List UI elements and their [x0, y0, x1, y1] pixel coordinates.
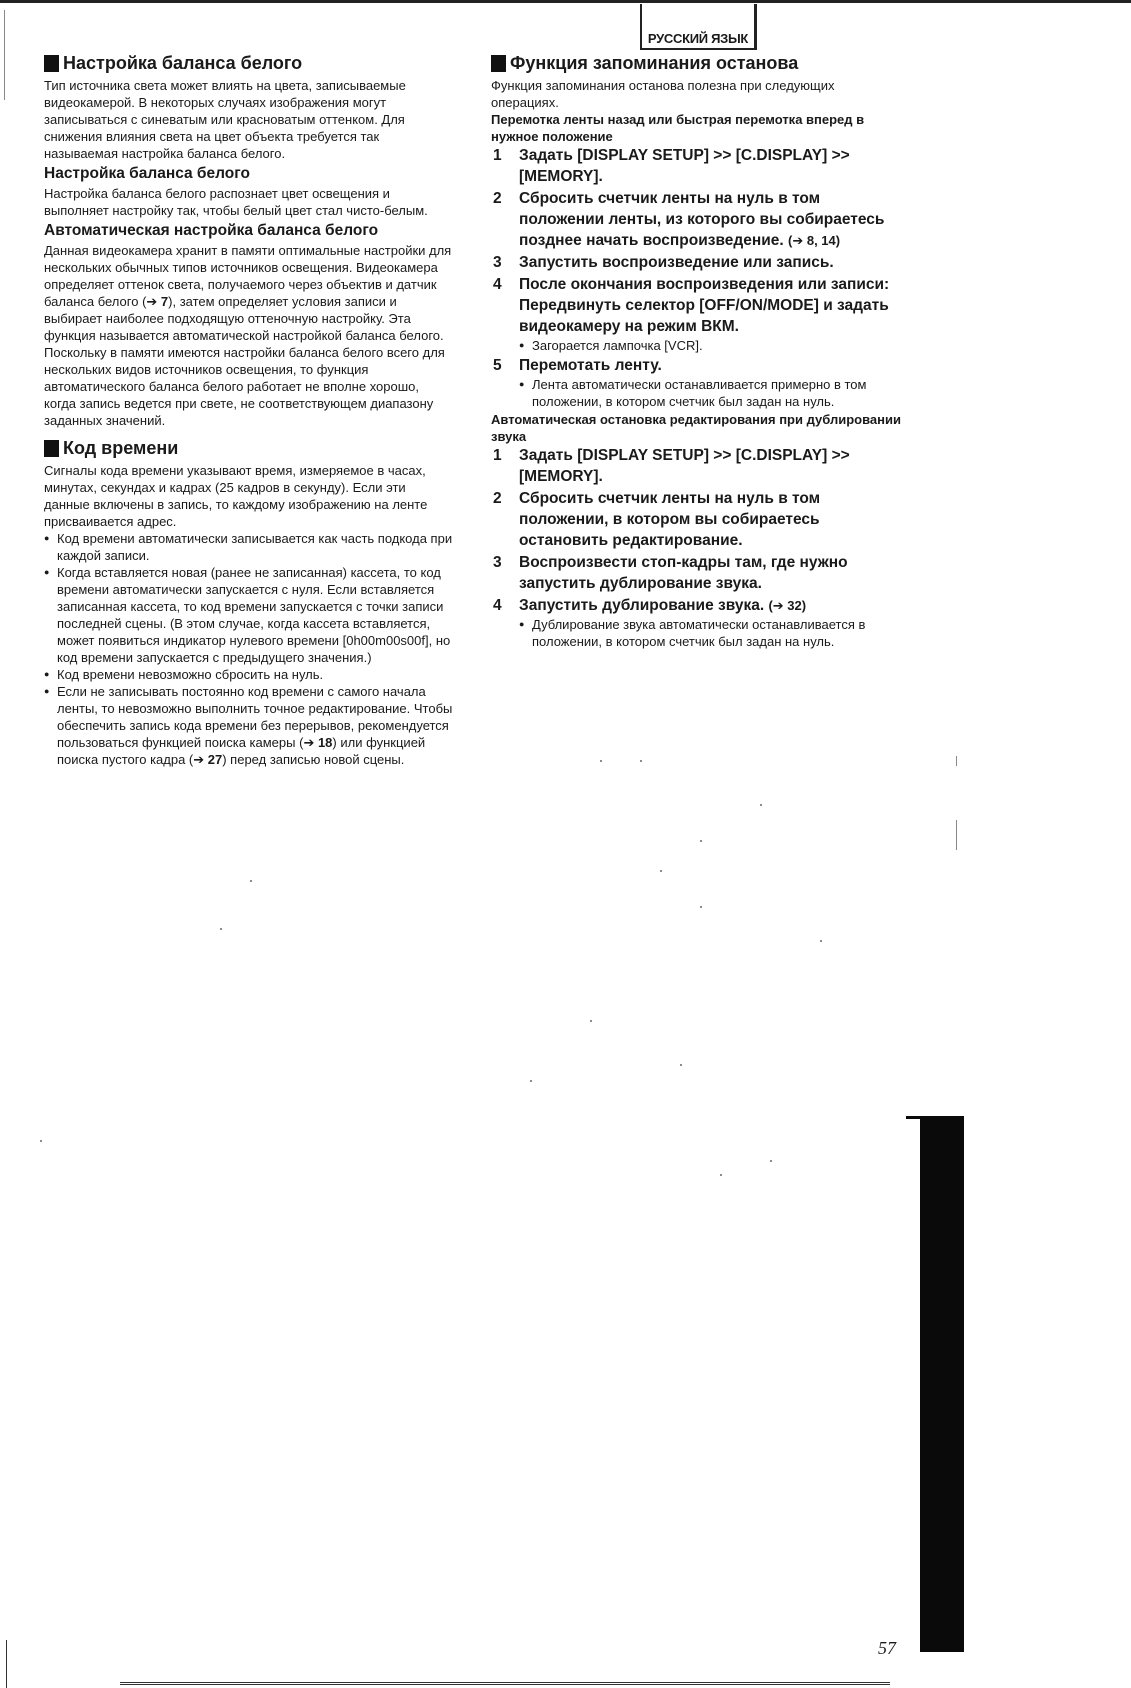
scan-mark [956, 756, 957, 766]
step-item: 4 Запустить дублирование звука. (➔ 32) ● Дублирование звука автоматически останавливается в положении, в котором счетчик был задан на нуль. [491, 595, 903, 650]
section-square-icon [491, 55, 506, 72]
list-item: ● Если не записывать постоянно код времени с самого начала ленты, то невозможно выполнить точное редактирование. Чтобы обеспечить запись кода времени без перерывов, рекомендуется пользоваться функцией поиска камеры (➔ 18) или функцией поиска пустого кадра (➔ 27) перед записью новой сцены. [44, 683, 454, 768]
scan-speck [680, 1064, 682, 1066]
right-column [491, 52, 903, 651]
timecode-bullets [44, 530, 454, 768]
scan-speck [700, 840, 702, 842]
section-square-icon [44, 440, 59, 457]
scan-speck [720, 1174, 722, 1176]
scan-speck [250, 880, 252, 882]
scan-speck [530, 1080, 532, 1082]
step-item: 1 Задать [DISPLAY SETUP] >> [C.DISPLAY] >> [MEMORY]. [493, 447, 850, 485]
page-number: 57 [878, 1638, 896, 1658]
memory-stop-intro: Функция запоминания останова полезна при следующих операциях. [491, 78, 835, 110]
side-tab [920, 1116, 964, 1652]
list-item: ● Дублирование звука автоматически останавливается в положении, в котором счетчик был задан на нуль. [519, 616, 903, 650]
bottom-rule [120, 1682, 890, 1683]
list-item: ● Загорается лампочка [VCR]. [519, 337, 903, 354]
scan-speck [640, 760, 642, 762]
scan-speck [590, 1020, 592, 1022]
section-square-icon [44, 55, 59, 72]
step-item: 4 После окончания воспроизведения или записи: Передвинуть селектор [OFF/ON/MODE] и задать видеокамеру на режим ВКМ. ● Загорается лампочка [VCR]. [491, 274, 903, 354]
side-tab-line [906, 1116, 920, 1119]
auto-white-balance-note: Поскольку в памяти имеются настройки баланса белого всего для нескольких видов источников освещения, то функция автоматического баланса белого работает не вполне хорошо, когда запись ведется при свете, не соответствующем диапазону заданных значений. [44, 345, 445, 428]
white-balance-intro: Тип источника света может влиять на цвета, записываемые видеокамерой. В некоторых случаях изображения могут записываться с синеватым или красноватым оттенком. Для снижения влияния света на цвет объекта требуется так называемая настройка баланса белого. [44, 78, 406, 161]
page-ref: (➔ 32) [768, 598, 807, 613]
scan-speck [40, 1140, 42, 1142]
scan-speck [700, 906, 702, 908]
step-item: 5 Перемотать ленту. ● Лента автоматически останавливается примерно в том положении, в котором счетчик был задан на нуль. [491, 355, 903, 410]
white-balance-heading: Настройка баланса белого [44, 52, 454, 74]
scan-speck [760, 804, 762, 806]
step-item: 2 Сбросить счетчик ленты на нуль в том положении, в котором вы собираетесь остановить редактирование. [493, 490, 821, 549]
step-item: 3 Запустить воспроизведение или запись. [493, 254, 834, 271]
memory-stop-heading: Функция запоминания останова [491, 52, 903, 74]
dubbing-steps [491, 445, 903, 650]
list-item: ● Когда вставляется новая (ранее не записанная) кассета, то код времени автоматически запускается с нуля. Если вставляется записанная кассета, то код времени запускается с точки записи последней сцены. (В этом случае, когда кассета вставляется, может появиться индикатор нулевого времени [0h00m00s00f], но код времени запускается с предыдущего значения.) [44, 564, 454, 666]
scan-speck [820, 940, 822, 942]
rewind-subheading: Перемотка ленты назад или быстрая перемотка вперед в нужное положение [491, 112, 865, 144]
white-balance-sub-text: Настройка баланса белого распознает цвет освещения и выполняет настройку так, чтобы белый цвет стал чисто-белым. [44, 186, 428, 218]
step-item: 3 Воспроизвести стоп-кадры там, где нужно запустить дублирование звука. [493, 554, 848, 592]
top-rule [0, 0, 1131, 3]
scan-speck [660, 870, 662, 872]
timecode-intro: Сигналы кода времени указывают время, измеряемое в часах, минутах, секундах и кадрах (25 кадров в секунду). Если эти данные включены в запись, то каждому изображению на ленте присваивается адрес. [44, 463, 428, 529]
scan-speck [770, 1160, 772, 1162]
list-item: ● Лента автоматически останавливается примерно в том положении, в котором счетчик был задан на нуль. [519, 376, 903, 410]
list-item: ● Код времени автоматически записывается как часть подкода при каждой записи. [44, 530, 454, 564]
timecode-heading: Код времени [44, 437, 454, 459]
scan-speck [600, 760, 602, 762]
scan-mark [956, 820, 957, 850]
rewind-steps [491, 145, 903, 410]
list-item: ● Код времени невозможно сбросить на нуль. [44, 666, 454, 683]
step-item: 1 Задать [DISPLAY SETUP] >> [C.DISPLAY] >> [MEMORY]. [493, 147, 850, 185]
scan-speck [220, 928, 222, 930]
scan-mark [4, 10, 5, 100]
page-ref: ➔ 7 [146, 294, 169, 309]
step-item: 2 Сбросить счетчик ленты на нуль в том положении ленты, из которого вы собираетесь позднее начать воспроизведение. (➔ 8, 14) [493, 190, 885, 249]
language-tab-label: РУССКИЙ ЯЗЫК [647, 31, 749, 46]
page-ref: ➔ 18 [303, 735, 333, 750]
step-substep: Передвинуть селектор [OFF/ON/MODE] и задать видеокамеру на режим ВКМ. [519, 297, 889, 335]
auto-white-balance-subheading: Автоматическая настройка баланса белого [44, 222, 379, 239]
scan-mark [6, 1640, 7, 1688]
white-balance-subheading: Настройка баланса белого [44, 165, 250, 182]
bottom-rule [120, 1684, 890, 1685]
dubbing-subheading: Автоматическая остановка редактирования при дублировании звука [491, 412, 901, 444]
page-ref: (➔ 8, 14) [788, 233, 841, 248]
page-ref: ➔ 27 [193, 752, 223, 767]
language-tab [640, 4, 757, 50]
auto-white-balance-text: Данная видеокамера хранит в памяти оптимальные настройки для нескольких обычных типов источников освещения. Видеокамера определяет оттенок света, получаемого через объектив и датчик баланса белого (➔ 7), затем определяет условия записи и выбирает наиболее подходящую оттеночную настройку. Эта функция называется автоматической настройкой баланса белого. [44, 243, 452, 343]
left-column [44, 52, 454, 768]
